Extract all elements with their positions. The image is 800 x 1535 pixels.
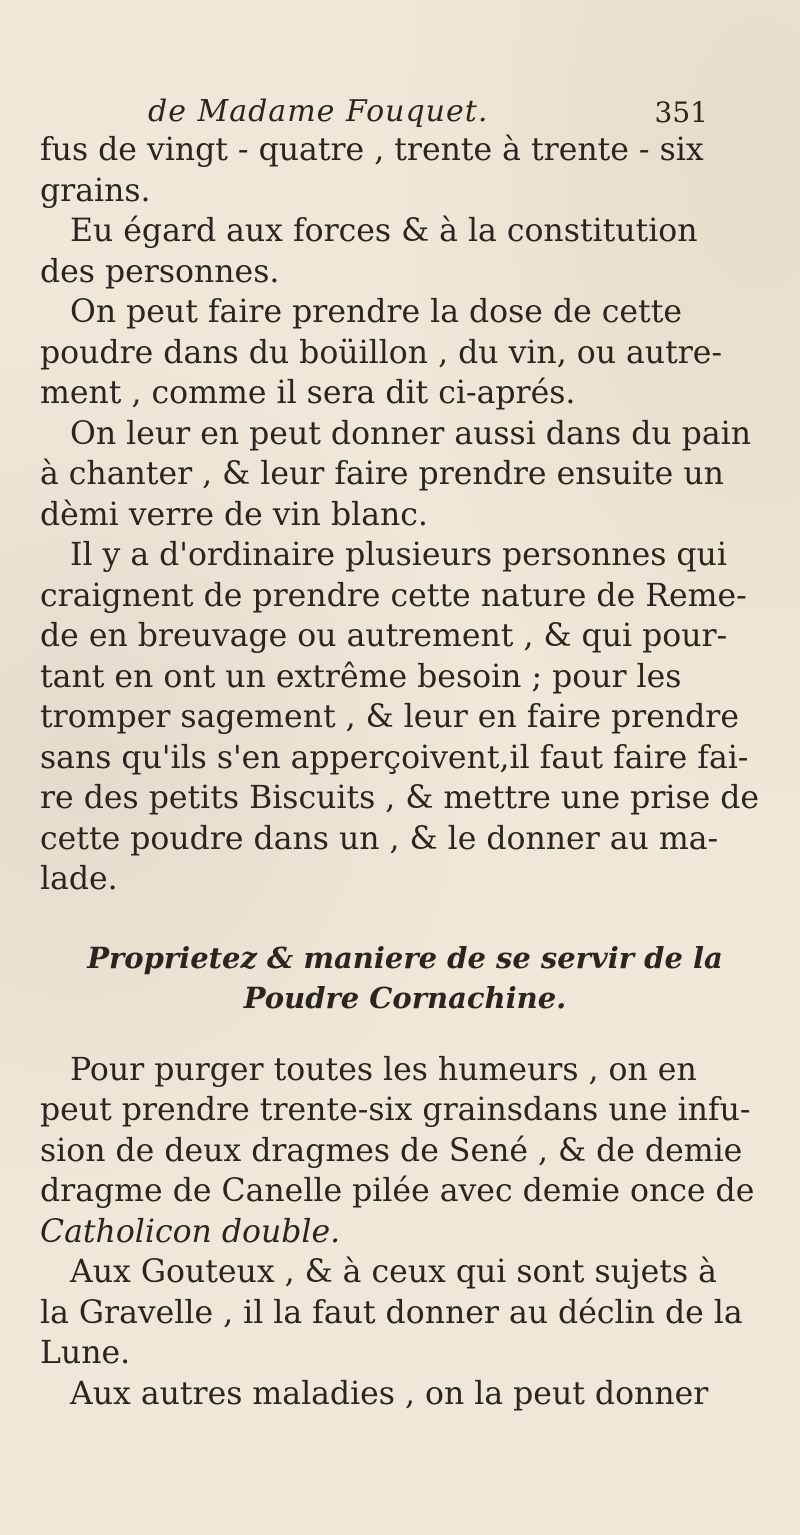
text-line: ment , comme il sera dit ci-aprés. [40, 375, 576, 411]
text-line: craignent de prendre cette nature de Reme- [40, 577, 747, 614]
text-line: dèmi verre de vin blanc. [40, 496, 428, 533]
text-line: de en breuvage ou autrement , & qui pour- [40, 618, 728, 654]
text-line: à chanter , & leur faire prendre ensuite un [40, 456, 724, 492]
text-line: On leur en peut donner aussi dans du pain [70, 415, 751, 452]
text-line: Pour purger toutes les humeurs , on en [70, 1051, 697, 1088]
section-heading-line-1: Proprietez & maniere de se servir de la [87, 940, 723, 975]
spacer [40, 1018, 770, 1050]
text-line: sion de deux dragmes de Sené , & de demie [40, 1132, 743, 1169]
text-line: peut prendre trente-six grainsdans une infu- [40, 1092, 751, 1128]
text-line: Catholicon double. [40, 1213, 341, 1250]
text-line: fus de vingt - quatre , trente à trente - six [40, 132, 704, 168]
page-number: 351 [654, 96, 708, 129]
text-line: la Gravelle , il la faut donner au déclin de la [40, 1294, 743, 1331]
text-line: cette poudre dans un , & le donner au ma- [40, 820, 719, 857]
text-line: Aux autres maladies , on la peut donner [70, 1375, 709, 1412]
section-heading-line-2: Poudre Cornachine. [243, 980, 567, 1015]
spacer [40, 900, 770, 938]
text-line: des personnes. [40, 253, 280, 290]
text-line: lade. [40, 861, 118, 897]
text-line: poudre dans du boüillon , du vin, ou autre- [40, 334, 723, 371]
running-head [148, 94, 708, 134]
text-line: tant en ont un extrême besoin ; pour les [40, 658, 682, 695]
text-line: grains. [40, 172, 151, 209]
text-line: re des petits Biscuits , & mettre une prise de [40, 780, 760, 816]
text-line: Aux Gouteux , & à ceux qui sont sujets à [70, 1254, 717, 1290]
text-line: Il y a d'ordinaire plusieurs personnes qui [70, 537, 727, 573]
text-line: Eu égard aux forces & à la constitution [70, 213, 698, 249]
text-line: Lune. [40, 1335, 131, 1371]
text-line: dragme de Canelle pilée avec demie once de [40, 1173, 755, 1209]
body-text [40, 130, 770, 1414]
text-line: tromper sagement , & leur en faire prendre [40, 699, 739, 735]
text-line: On peut faire prendre la dose de cette [70, 294, 683, 330]
text-line: sans qu'ils s'en apperçoivent,il faut faire fai- [40, 739, 749, 776]
running-head-title: de Madame Fouquet. [148, 94, 489, 129]
